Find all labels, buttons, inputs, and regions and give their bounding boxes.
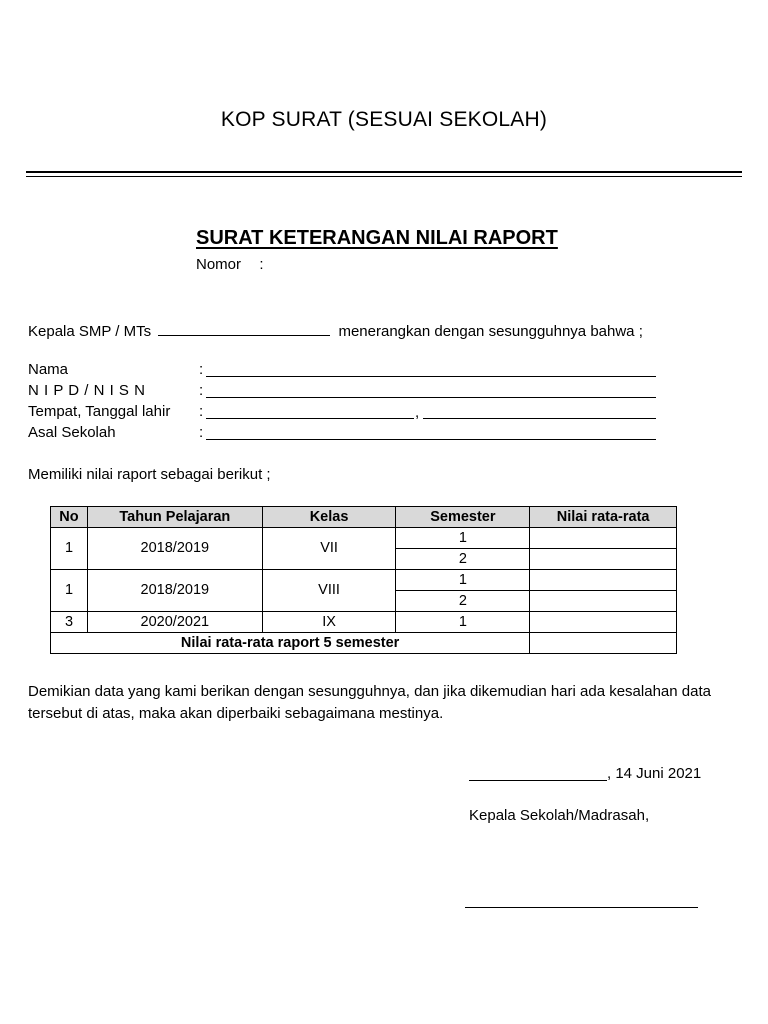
cell-year: 2020/2021 — [87, 612, 262, 633]
field-colon: : — [199, 424, 204, 441]
grades-table — [50, 506, 677, 654]
header-nilai-rata-rata: Nilai rata-rata — [530, 507, 677, 528]
field-label-nipd-nisn: N I P D / N I S N — [28, 382, 146, 399]
nomor-colon: : — [259, 256, 264, 273]
table-intro: Memiliki nilai raport sebagai berikut ; — [28, 466, 271, 483]
table-header-row — [51, 507, 677, 528]
header-kelas: Kelas — [262, 507, 396, 528]
total-label: Nilai rata-rata raport 5 semester — [51, 633, 530, 654]
cell-nilai — [530, 528, 677, 549]
cell-nilai — [530, 570, 677, 591]
field-label-ttl: Tempat, Tanggal lahir — [28, 403, 171, 420]
header-tahun-pelajaran: Tahun Pelajaran — [87, 507, 262, 528]
cell-semester: 2 — [396, 549, 530, 570]
closing-line-1: Demikian data yang kami berikan dengan sesungguhnya, dan jika dikemudian hari ada kesalahan data — [28, 683, 711, 700]
cell-semester: 2 — [396, 591, 530, 612]
field-colon: : — [199, 361, 204, 378]
cell-kelas: VII — [262, 528, 396, 570]
cell-no: 1 — [51, 528, 88, 570]
cell-no: 3 — [51, 612, 88, 633]
cell-nilai-total — [530, 633, 677, 654]
table-row — [51, 570, 677, 591]
cell-kelas: IX — [262, 612, 396, 633]
field-line-nipd-nisn — [206, 397, 656, 398]
cell-nilai — [530, 612, 677, 633]
school-name-blank — [158, 321, 330, 336]
field-colon: : — [199, 403, 204, 420]
field-line-nama — [206, 376, 656, 377]
letterhead-divider-thick — [26, 171, 742, 173]
cell-year: 2018/2019 — [87, 570, 262, 612]
letterhead-title: KOP SURAT (SESUAI SEKOLAH) — [220, 108, 548, 131]
cell-semester: 1 — [396, 528, 530, 549]
nomor-line — [196, 256, 264, 273]
signature-date: , 14 Juni 2021 — [607, 765, 702, 782]
letterhead-divider-thin — [26, 176, 742, 177]
cell-semester: 1 — [396, 570, 530, 591]
field-line-asal-sekolah — [206, 439, 656, 440]
header-semester: Semester — [396, 507, 530, 528]
opening-suffix: menerangkan dengan sesungguhnya bahwa ; — [338, 323, 643, 340]
nomor-label: Nomor — [196, 256, 242, 273]
cell-year: 2018/2019 — [87, 528, 262, 570]
opening-line — [28, 321, 643, 340]
document-title: SURAT KETERANGAN NILAI RAPORT — [196, 227, 558, 249]
cell-no: 1 — [51, 570, 88, 612]
field-colon: : — [199, 382, 204, 399]
field-line-tanggal — [423, 418, 656, 419]
cell-nilai — [530, 549, 677, 570]
cell-kelas: VIII — [262, 570, 396, 612]
signature-role: Kepala Sekolah/Madrasah, — [469, 807, 650, 824]
signature-line — [465, 907, 698, 908]
field-label-nama: Nama — [28, 361, 69, 378]
table-row — [51, 612, 677, 633]
field-line-tempat — [206, 418, 414, 419]
table-total-row — [51, 633, 677, 654]
cell-nilai — [530, 591, 677, 612]
field-label-asal-sekolah: Asal Sekolah — [28, 424, 116, 441]
place-blank-line — [469, 780, 607, 781]
header-no: No — [51, 507, 88, 528]
closing-line-2: tersebut di atas, maka akan diperbaiki sebagaimana mestinya. — [28, 705, 444, 722]
opening-prefix: Kepala SMP / MTs — [28, 323, 152, 340]
table-row — [51, 528, 677, 549]
field-separator-comma: , — [415, 404, 420, 421]
cell-semester: 1 — [396, 612, 530, 633]
